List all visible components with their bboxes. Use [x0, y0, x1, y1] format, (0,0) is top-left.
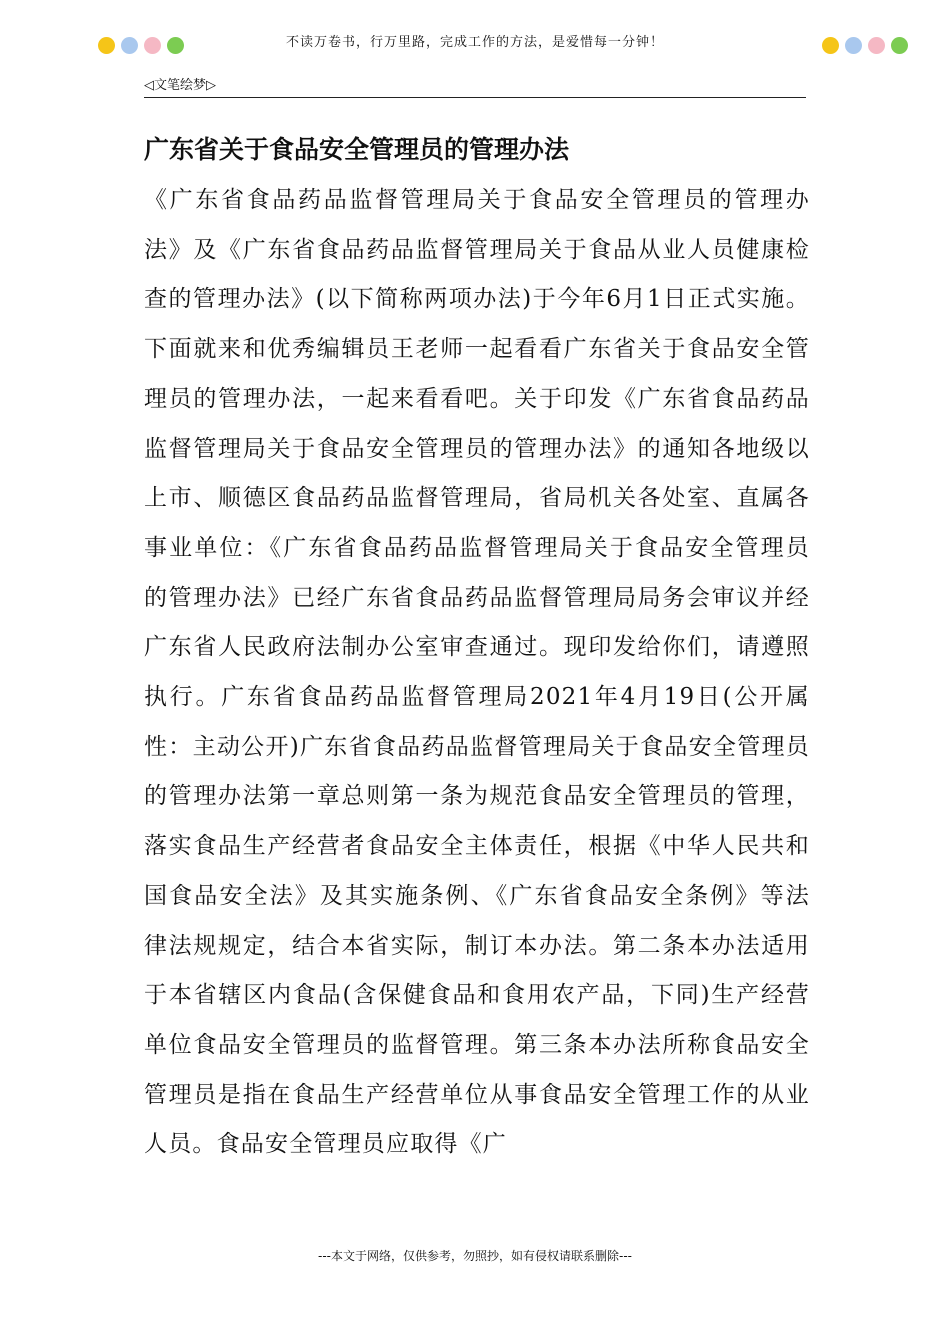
footer-disclaimer: ---本文于网络，仅供参考，勿照抄，如有侵权请联系删除---: [318, 1249, 632, 1263]
brand-label: ◁文笔绘梦▷: [144, 78, 216, 93]
header-divider: [144, 97, 806, 98]
decoration-dot-yellow: [822, 37, 839, 54]
decoration-dot-green: [891, 37, 908, 54]
document-body: 《广东省食品药品监督管理局关于食品安全管理员的管理办法》及《广东省食品药品监督管理局关于食品从业人员健康检查的管理办法》(以下简称两项办法)于今年6月1日正式实施。下面就来和优秀编辑员王老师一起看看广东省关于食品安全管理员的管理办法，一起来看看吧。关于印发《广东省食品药品监督管理局关于食品安全管理员的管理办法》的通知各地级以上市、顺德区食品药品监督管理局，省局机关各处室、直属各事业单位：《广东省食品药品监督管理局关于食品安全管理员的管理办法》已经广东省食品药品监督管理局局务会审议并经广东省人民政府法制办公室审查通过。现印发给你们，请遵照执行。广东省食品药品监督管理局2021年4月19日(公开属性：主动公开)广东省食品药品监督管理局关于食品安全管理员的管理办法第一章总则第一条为规范食品安全管理员的管理，落实食品生产经营者食品安全主体责任，根据《中华人民共和国食品安全法》及其实施条例、《广东省食品安全条例》等法律法规规定，结合本省实际，制订本办法。第二条本办法适用于本省辖区内食品(含保健食品和食用农产品，下同)生产经营单位食品安全管理员的监督管理。第三条本办法所称食品安全管理员是指在食品生产经营单位从事食品安全管理工作的从业人员。食品安全管理员应取得《广: [144, 187, 810, 1158]
header-decoration-dots-right: [822, 37, 908, 54]
header-motto: 不读万卷书，行万里路，完成工作的方法，是爱惜每一分钟！: [285, 35, 664, 50]
document-title: 广东省关于食品安全管理员的管理办法: [144, 135, 570, 164]
decoration-dot-blue: [845, 37, 862, 54]
decoration-dot-pink: [868, 37, 885, 54]
